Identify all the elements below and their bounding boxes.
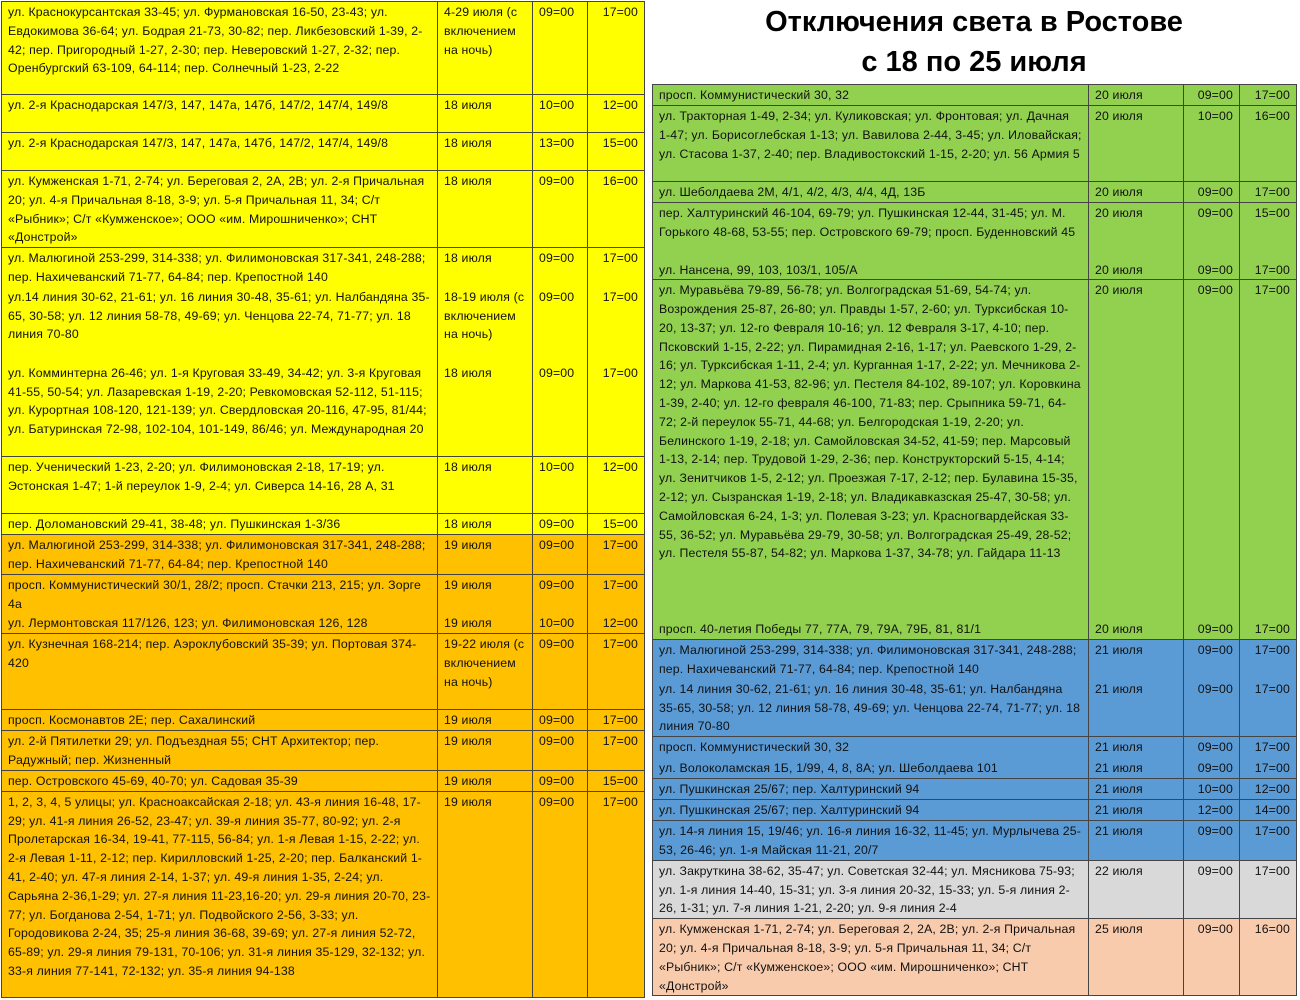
end-time-cell: 17=00: [1240, 821, 1297, 861]
address-cell: ул. Закруткина 38-62, 35-47; ул. Советская 32-44; ул. Мясникова 75-93; ул. 1-я линия 14-40, 15-31; ул. 3-я линия 20-32, 15-33; ул. 5-я линия 2-26, 1-31; ул. 7-я линия 1-21, 2-20; ул. 9-я линия 2-4: [653, 860, 1089, 918]
table-row: [2, 457, 645, 514]
date-cell: 20 июля: [1089, 203, 1184, 260]
end-time-cell: 17=00: [1240, 758, 1297, 779]
table-row: [653, 182, 1297, 203]
table-row: [653, 280, 1297, 619]
end-time-cell: 17=00: [588, 710, 645, 731]
date-cell: 21 июля: [1089, 758, 1184, 779]
right-schedule-table: [652, 84, 1297, 996]
date-cell: 21 июля: [1089, 737, 1184, 758]
end-time-cell: 17=00: [1240, 679, 1297, 737]
address-cell: ул. Нансена, 99, 103, 103/1, 105/А: [653, 260, 1089, 280]
table-row: [2, 95, 645, 133]
table-row: [653, 619, 1297, 640]
table-row: [2, 171, 645, 248]
end-time-cell: 15=00: [1240, 203, 1297, 260]
start-time-cell: 09=00: [533, 535, 588, 575]
start-time-cell: 09=00: [1184, 619, 1240, 640]
table-row: [2, 770, 645, 791]
table-row: [653, 679, 1297, 737]
address-cell: ул. Пушкинская 25/67; пер. Халтуринский 94: [653, 779, 1089, 800]
date-cell: 19 июля: [438, 731, 533, 771]
table-row: [2, 248, 645, 287]
end-time-cell: 15=00: [588, 514, 645, 535]
address-cell: ул.14 линия 30-62, 21-61; ул. 16 линия 30-48, 35-61; ул. Налбандяна 35-65, 30-58; ул. 12 линия 58-78, 49-69; ул. Ченцова 22-74, 71-77; ул. 18 линия 70-80: [2, 287, 438, 363]
start-time-cell: 13=00: [533, 133, 588, 171]
date-cell: 18 июля: [438, 457, 533, 514]
page-title: Отключения света в Ростове: [765, 6, 1183, 38]
start-time-cell: 09=00: [533, 514, 588, 535]
start-time-cell: 09=00: [533, 634, 588, 710]
left-schedule-table: [1, 1, 645, 998]
address-cell: ул. Малюгиной 253-299, 314-338; ул. Филимоновская 317-341, 248-288; пер. Нахичеванский 71-77, 64-84; пер. Крепостной 140: [2, 535, 438, 575]
end-time-cell: 16=00: [1240, 919, 1297, 996]
end-time-cell: 17=00: [588, 574, 645, 613]
page-subtitle: с 18 по 25 июля: [861, 46, 1087, 78]
end-time-cell: 17=00: [588, 731, 645, 771]
address-cell: ул. Муравьёва 79-89, 56-78; ул. Волгоградская 51-69, 54-74; ул. Возрождения 25-87, 26-80; ул. Правды 1-57, 2-60; ул. Турксибская 10-20, 13-37; ул. 12-го Февраля 10-16; ул. 12 Февраля 3-17, 4-10; пер. Псковский 1-15, 2-22; ул. Пирамидная 2-16, 1-17; ул. Раевского 1-29, 2-16; ул. Турксибская 1-11, 2-4; ул. Курганная 1-17, 2-22; ул. Мечникова 2-12; ул. Маркова 41-53, 82-96; ул. Пестеля 84-102, 89-107; ул. Коровкина 1-39, 2-40; ул. 12-го февраля 46-100, 71-83; пер. Срыпника 59-71, 64-72; 2-й переулок 55-71, 44-68; ул. Белгородская 1-19, 2-20; ул. Белинского 1-19, 2-18; ул. Самойловская 34-52, 41-59; пер. Марсовый 1-13, 2-14; пер. Трудовой 1-29, 2-36; пер. Конструкторский 5-15, 4-14; ул. Зенитчиков 1-5, 2-12; ул. Проезжая 7-17, 2-12; пер. Булавина 15-35, 2-12; ул. Сызранская 1-19, 2-18; ул. Владикавказская 25-47, 30-58; ул. Самойловская 6-24, 1-3; ул. Полевая 3-23; ул. Красногвардейская 33-55, 36-52; ул. Муравьёва 29-79, 30-58; ул. Волгоградская 25-49, 28-52; ул. Пестеля 55-87, 54-82; ул. Маркова 1-37, 34-78; ул. Гайдара 11-13: [653, 280, 1089, 619]
table-row: [653, 919, 1297, 996]
date-cell: 19 июля: [438, 791, 533, 997]
start-time-cell: 10=00: [1184, 106, 1240, 182]
date-cell: 20 июля: [1089, 182, 1184, 203]
end-time-cell: 12=00: [588, 613, 645, 633]
date-cell: 20 июля: [1089, 106, 1184, 182]
date-cell: 19 июля: [438, 770, 533, 791]
address-cell: ул. Комминтерна 26-46; ул. 1-я Круговая 33-49, 34-42; ул. 3-я Круговая 41-55, 50-54; ул. Лазаревская 1-19, 2-20; Ревкомовская 52-112, 51-115; ул. Курортная 108-120, 121-139; ул. Свердловская 20-116, 47-95, 81/44; ул. Батуринская 72-98, 102-104, 101-149, 86/46; ул. Международная 20: [2, 363, 438, 457]
address-cell: ул. Пушкинская 25/67; пер. Халтуринский 94: [653, 800, 1089, 821]
end-time-cell: 12=00: [588, 457, 645, 514]
address-cell: пер. Островского 45-69, 40-70; ул. Садовая 35-39: [2, 770, 438, 791]
address-cell: ул. Малюгиной 253-299, 314-338; ул. Филимоновская 317-341, 248-288; пер. Нахичеванский 71-77, 64-84; пер. Крепостной 140: [2, 248, 438, 287]
date-cell: 21 июля: [1089, 679, 1184, 737]
table-row: [2, 514, 645, 535]
table-row: [2, 535, 645, 575]
table-row: [653, 260, 1297, 280]
date-cell: 21 июля: [1089, 640, 1184, 679]
date-cell: 19 июля: [438, 535, 533, 575]
address-cell: пер. Ученический 1-23, 2-20; ул. Филимоновская 2-18, 17-19; ул. Эстонская 1-47; 1-й переулок 1-9, 2-4; ул. Сиверса 14-16, 28 А, 31: [2, 457, 438, 514]
date-cell: 18 июля: [438, 95, 533, 133]
date-cell: 4-29 июля (с включением на ночь): [438, 2, 533, 95]
address-cell: ул. Кумженская 1-71, 2-74; ул. Береговая 2, 2А, 2В; ул. 2-я Причальная 20; ул. 4-я Причальная 8-18, 3-9; ул. 5-я Причальная 11, 34; С/т «Рыбник»; С/т «Кумженское»; ООО «им. Мирошниченко»; СНТ «Донстрой»: [653, 919, 1089, 996]
start-time-cell: 10=00: [533, 613, 588, 633]
address-cell: ул. Кумженская 1-71, 2-74; ул. Береговая 2, 2А, 2В; ул. 2-я Причальная 20; ул. 4-я Причальная 8-18, 3-9; ул. 5-я Причальная 11, 34; С/т «Рыбник»; С/т «Кумженское»; ООО «им. Мирошниченко»; СНТ «Донстрой»: [2, 171, 438, 248]
end-time-cell: 15=00: [588, 133, 645, 171]
start-time-cell: 09=00: [1184, 182, 1240, 203]
end-time-cell: 16=00: [1240, 106, 1297, 182]
address-cell: просп. 40-летия Победы 77, 77А, 79, 79А, 79Б, 81, 81/1: [653, 619, 1089, 640]
start-time-cell: 09=00: [1184, 280, 1240, 619]
end-time-cell: 17=00: [588, 2, 645, 95]
start-time-cell: 09=00: [1184, 821, 1240, 861]
table-row: [653, 758, 1297, 779]
start-time-cell: 10=00: [533, 457, 588, 514]
start-time-cell: 09=00: [533, 574, 588, 613]
table-row: [2, 287, 645, 363]
start-time-cell: 09=00: [1184, 737, 1240, 758]
start-time-cell: 12=00: [1184, 800, 1240, 821]
table-row: [2, 363, 645, 457]
start-time-cell: 09=00: [533, 770, 588, 791]
address-cell: просп. Космонавтов 2Е; пер. Сахалинский: [2, 710, 438, 731]
table-row: [2, 2, 645, 95]
end-time-cell: 17=00: [1240, 260, 1297, 280]
table-row: [653, 737, 1297, 758]
end-time-cell: 17=00: [588, 248, 645, 287]
end-time-cell: 17=00: [1240, 640, 1297, 679]
table-row: [653, 860, 1297, 918]
end-time-cell: 12=00: [588, 95, 645, 133]
date-cell: 18 июля: [438, 133, 533, 171]
table-row: [653, 821, 1297, 861]
date-cell: 18 июля: [438, 363, 533, 457]
date-cell: 19-22 июля (с включением на ночь): [438, 634, 533, 710]
address-cell: ул. Кузнечная 168-214; пер. Аэроклубовский 35-39; ул. Портовая 374-420: [2, 634, 438, 710]
date-cell: 19 июля: [438, 613, 533, 633]
table-row: [653, 800, 1297, 821]
start-time-cell: 09=00: [1184, 758, 1240, 779]
table-row: [2, 634, 645, 710]
start-time-cell: 09=00: [533, 287, 588, 363]
date-cell: 20 июля: [1089, 260, 1184, 280]
date-cell: 21 июля: [1089, 800, 1184, 821]
date-cell: 20 июля: [1089, 85, 1184, 106]
table-row: [653, 203, 1297, 260]
start-time-cell: 09=00: [533, 363, 588, 457]
table-row: [2, 791, 645, 997]
date-cell: 18-19 июля (с включением на ночь): [438, 287, 533, 363]
end-time-cell: 17=00: [1240, 182, 1297, 203]
end-time-cell: 17=00: [1240, 85, 1297, 106]
address-cell: ул. Тракторная 1-49, 2-34; ул. Куликовская; ул. Фронтовая; ул. Дачная 1-47; ул. Борисоглебская 1-13; ул. Вавилова 2-44, 3-45; ул. Иловайская; ул. Стасова 1-37, 2-40; пер. Владивостокский 1-15, 2-20; ул. 56 Армия 5: [653, 106, 1089, 182]
date-cell: 21 июля: [1089, 821, 1184, 861]
end-time-cell: 17=00: [588, 535, 645, 575]
address-cell: 1, 2, 3, 4, 5 улицы; ул. Красноаксайская 2-18; ул. 43-я линия 16-48, 17-29; ул. 41-я линия 26-52, 23-47; ул. 39-я линия 35-77, 80-92; ул. 2-я Пролетарская 16-34, 19-41, 77-115, 56-84; ул. 1-я Левая 1-15, 2-22; ул. 2-я Левая 1-11, 2-12; пер. Кирилловский 1-25, 2-20; пер. Балканский 1-41, 2-40; ул. 47-я линия 2-14, 1-37; ул. 49-я линия 1-35, 2-24; ул. Сарьяна 2-36,1-29; ул. 27-я линия 11-23,16-20; ул. 29-я линия 20-70, 23-77; ул. Богданова 2-54, 1-71; ул. Подвойского 2-56, 3-33; ул. Городовикова 2-24, 35; 25-я линия 36-68, 39-69; ул. 27-я линия 52-72, 65-89; ул. 29-я линия 79-131, 70-106; ул. 31-я линия 35-129, 32-132; ул. 33-я линия 77-141, 72-132; ул. 35-я линия 94-138: [2, 791, 438, 997]
table-row: [653, 640, 1297, 679]
date-cell: 18 июля: [438, 514, 533, 535]
start-time-cell: 10=00: [533, 95, 588, 133]
address-cell: ул. 14-я линия 15, 19/46; ул. 16-я линия 16-32, 11-45; ул. Мурлычева 25-53, 26-46; ул. 1-я Майская 11-21, 20/7: [653, 821, 1089, 861]
address-cell: пер. Халтуринский 46-104, 69-79; ул. Пушкинская 12-44, 31-45; ул. М. Горького 48-68, 53-55; пер. Островского 69-79; просп. Буденновский 45: [653, 203, 1089, 260]
table-row: [2, 731, 645, 771]
end-time-cell: 17=00: [588, 634, 645, 710]
address-cell: ул. 2-й Пятилетки 29; ул. Подъездная 55; СНТ Архитектор; пер. Радужный; пер. Жизненный: [2, 731, 438, 771]
date-cell: 19 июля: [438, 710, 533, 731]
date-cell: 18 июля: [438, 248, 533, 287]
start-time-cell: 09=00: [1184, 85, 1240, 106]
start-time-cell: 09=00: [533, 710, 588, 731]
table-row: [653, 779, 1297, 800]
start-time-cell: 09=00: [533, 2, 588, 95]
start-time-cell: 09=00: [1184, 919, 1240, 996]
address-cell: просп. Коммунистический 30/1, 28/2; просп. Стачки 213, 215; ул. Зорге 4а: [2, 574, 438, 613]
end-time-cell: 17=00: [588, 791, 645, 997]
start-time-cell: 09=00: [1184, 640, 1240, 679]
date-cell: 21 июля: [1089, 779, 1184, 800]
end-time-cell: 16=00: [588, 171, 645, 248]
end-time-cell: 17=00: [1240, 860, 1297, 918]
table-row: [2, 710, 645, 731]
address-cell: ул. Волоколамская 1Б, 1/99, 4, 8, 8А; ул. Шеболдаева 101: [653, 758, 1089, 779]
address-cell: ул. 14 линия 30-62, 21-61; ул. 16 линия 30-48, 35-61; ул. Налбандяна 35-65, 30-58; ул. 12 линия 58-78, 49-69; ул. Ченцова 22-74, 71-77; ул. 18 линия 70-80: [653, 679, 1089, 737]
address-cell: ул. Шеболдаева 2М, 4/1, 4/2, 4/3, 4/4, 4Д, 13Б: [653, 182, 1089, 203]
table-row: [2, 574, 645, 613]
date-cell: 22 июля: [1089, 860, 1184, 918]
address-cell: ул. 2-я Краснодарская 147/3, 147, 147а, 147б, 147/2, 147/4, 149/8: [2, 133, 438, 171]
start-time-cell: 09=00: [533, 171, 588, 248]
start-time-cell: 09=00: [1184, 260, 1240, 280]
date-cell: 20 июля: [1089, 619, 1184, 640]
start-time-cell: 09=00: [533, 791, 588, 997]
start-time-cell: 09=00: [533, 731, 588, 771]
table-row: [653, 85, 1297, 106]
table-row: [653, 106, 1297, 182]
date-cell: 25 июля: [1089, 919, 1184, 996]
end-time-cell: 15=00: [588, 770, 645, 791]
start-time-cell: 10=00: [1184, 779, 1240, 800]
end-time-cell: 17=00: [1240, 619, 1297, 640]
end-time-cell: 17=00: [588, 363, 645, 457]
start-time-cell: 09=00: [1184, 679, 1240, 737]
start-time-cell: 09=00: [1184, 203, 1240, 260]
end-time-cell: 17=00: [588, 287, 645, 363]
address-cell: ул. 2-я Краснодарская 147/3, 147, 147а, 147б, 147/2, 147/4, 149/8: [2, 95, 438, 133]
date-cell: 19 июля: [438, 574, 533, 613]
address-cell: пер. Доломановский 29-41, 38-48; ул. Пушкинская 1-3/36: [2, 514, 438, 535]
table-row: [2, 133, 645, 171]
end-time-cell: 17=00: [1240, 280, 1297, 619]
date-cell: 18 июля: [438, 171, 533, 248]
end-time-cell: 12=00: [1240, 779, 1297, 800]
table-row: [2, 613, 645, 633]
end-time-cell: 14=00: [1240, 800, 1297, 821]
address-cell: просп. Коммунистический 30, 32: [653, 737, 1089, 758]
date-cell: 20 июля: [1089, 280, 1184, 619]
start-time-cell: 09=00: [533, 248, 588, 287]
end-time-cell: 17=00: [1240, 737, 1297, 758]
address-cell: ул. Малюгиной 253-299, 314-338; ул. Филимоновская 317-341, 248-288; пер. Нахичеванский 71-77, 64-84; пер. Крепостной 140: [653, 640, 1089, 679]
address-cell: ул. Краснокурсантская 33-45; ул. Фурмановская 16-50, 23-43; ул. Евдокимова 36-64; ул. Бодрая 21-73, 30-82; пер. Ликбезовский 1-39, 2-42; пер. Пригородный 1-27, 2-30; пер. Неверовский 1-27, 2-32; пер. Оренбургский 63-109, 64-114; пер. Солнечный 1-23, 2-22: [2, 2, 438, 95]
start-time-cell: 09=00: [1184, 860, 1240, 918]
address-cell: просп. Коммунистический 30, 32: [653, 85, 1089, 106]
address-cell: ул. Лермонтовская 117/126, 123; ул. Филимоновская 126, 128: [2, 613, 438, 633]
